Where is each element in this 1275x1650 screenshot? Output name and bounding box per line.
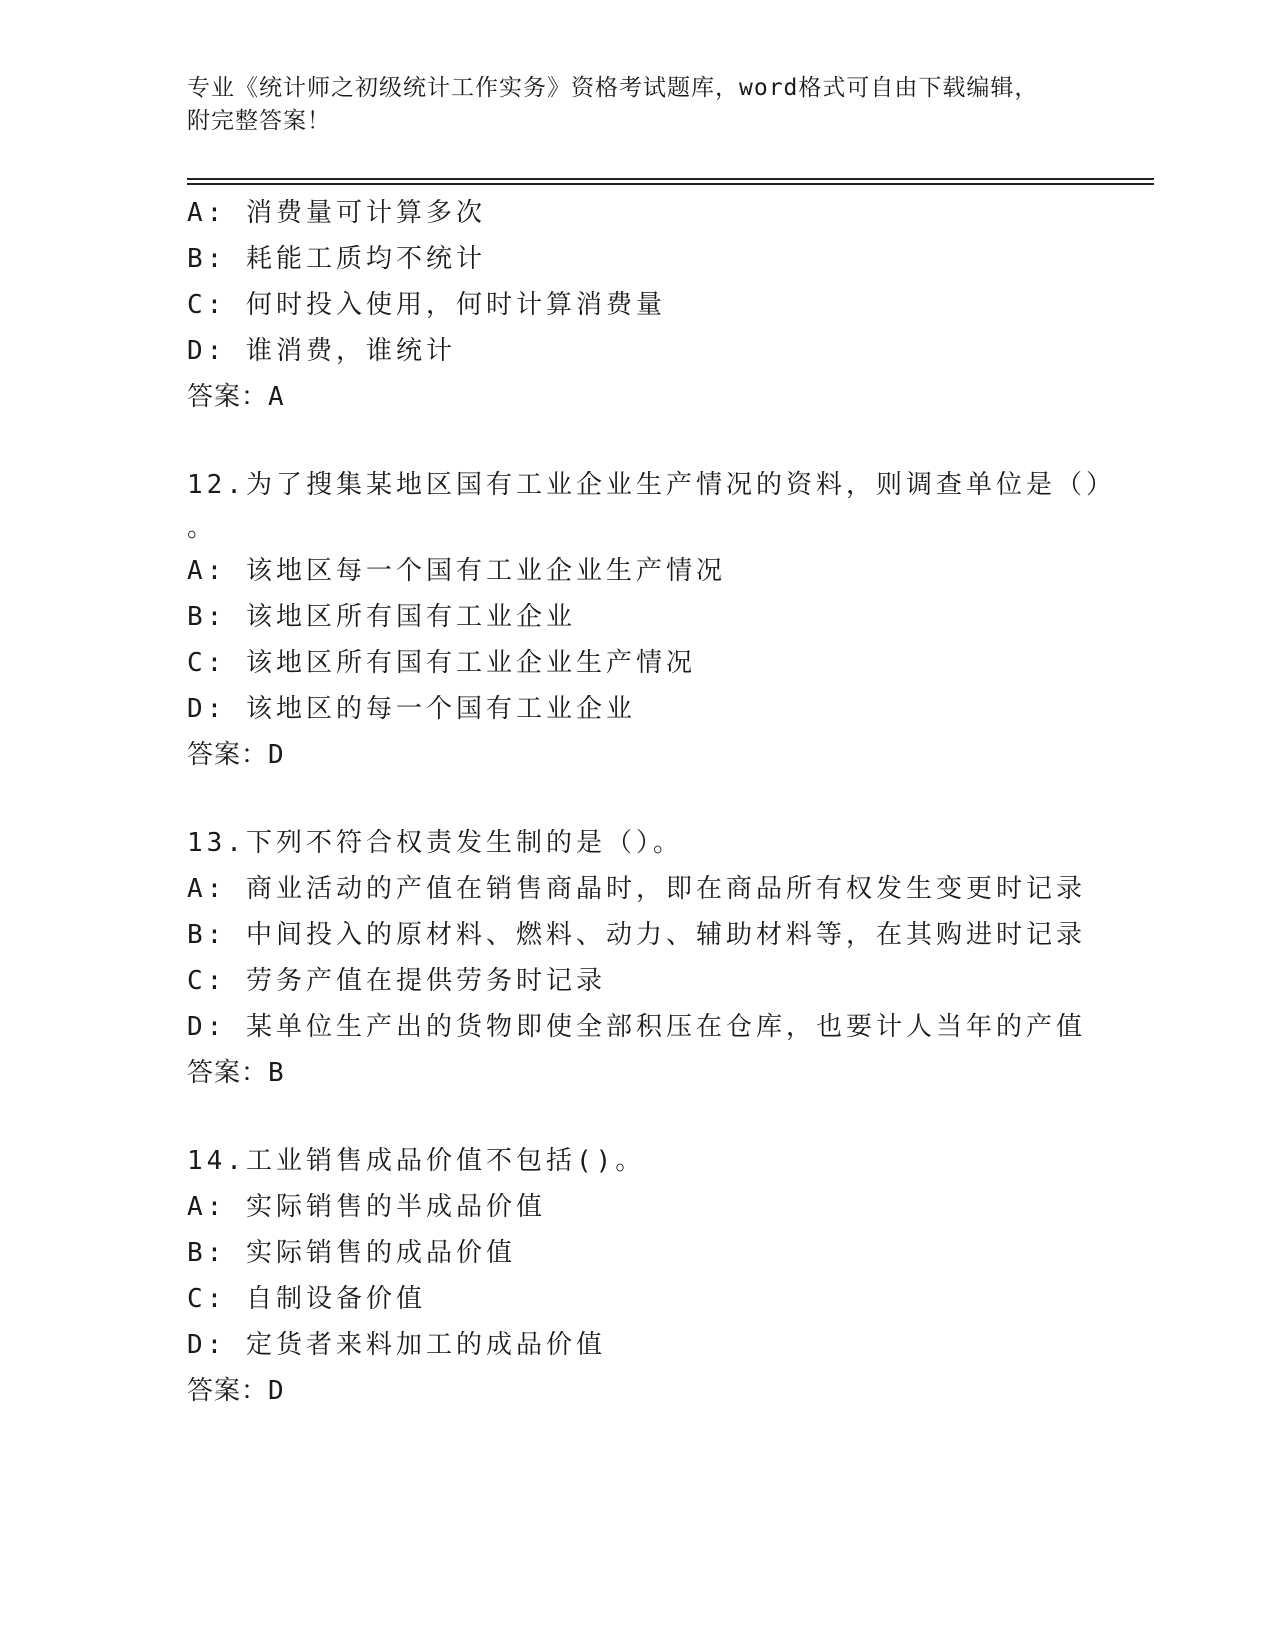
header-line-2: 附完整答案！ (187, 108, 331, 134)
option-a: A: 消费量可计算多次 (187, 198, 486, 228)
option-b: B: 耗能工质均不统计 (187, 244, 486, 274)
option-b: B: 该地区所有国有工业企业 (187, 602, 576, 632)
question-block-12 (187, 462, 1147, 778)
option-d: D: 定货者来料加工的成品价值 (187, 1330, 606, 1360)
question-text-continuation: 。 (187, 513, 218, 543)
option-a: A: 商业活动的产值在销售商晶时，即在商品所有权发生变更时记录 (187, 874, 1086, 904)
header-divider-top (187, 178, 1154, 180)
option-b: B: 中间投入的原材料、燃料、动力、辅助材料等，在其购进时记录 (187, 920, 1086, 950)
option-a: A: 实际销售的半成品价值 (187, 1192, 546, 1222)
answer-line: 答案：B (187, 1058, 285, 1088)
option-c: C: 自制设备价值 (187, 1284, 426, 1314)
option-d: D: 谁消费，谁统计 (187, 336, 456, 366)
question-list (187, 190, 1147, 1414)
answer-line: 答案：D (187, 740, 285, 770)
option-c: C: 劳务产值在提供劳务时记录 (187, 966, 606, 996)
question-block-11 (187, 190, 1147, 420)
document-header (187, 72, 1087, 138)
option-d: D: 该地区的每一个国有工业企业 (187, 694, 636, 724)
header-line-1: 专业《统计师之初级统计工作实务》资格考试题库，word格式可自由下载编辑， (187, 75, 1039, 101)
option-a: A: 该地区每一个国有工业企业生产情况 (187, 556, 726, 586)
header-divider-bottom (187, 183, 1154, 185)
answer-line: 答案：D (187, 1376, 285, 1406)
option-d: D: 某单位生产出的货物即使全部积压在仓库，也要计人当年的产值 (187, 1012, 1086, 1042)
option-b: B: 实际销售的成品价值 (187, 1238, 516, 1268)
question-text: 12.为了搜集某地区国有工业企业生产情况的资料，则调查单位是（） (187, 470, 1116, 500)
question-text: 13.下列不符合权责发生制的是（）。 (187, 828, 683, 858)
answer-line: 答案：A (187, 382, 285, 412)
option-c: C: 该地区所有国有工业企业生产情况 (187, 648, 696, 678)
question-text: 14.工业销售成品价值不包括()。 (187, 1146, 646, 1176)
option-c: C: 何时投入使用，何时计算消费量 (187, 290, 666, 320)
question-block-14 (187, 1138, 1147, 1414)
question-block-13 (187, 820, 1147, 1096)
